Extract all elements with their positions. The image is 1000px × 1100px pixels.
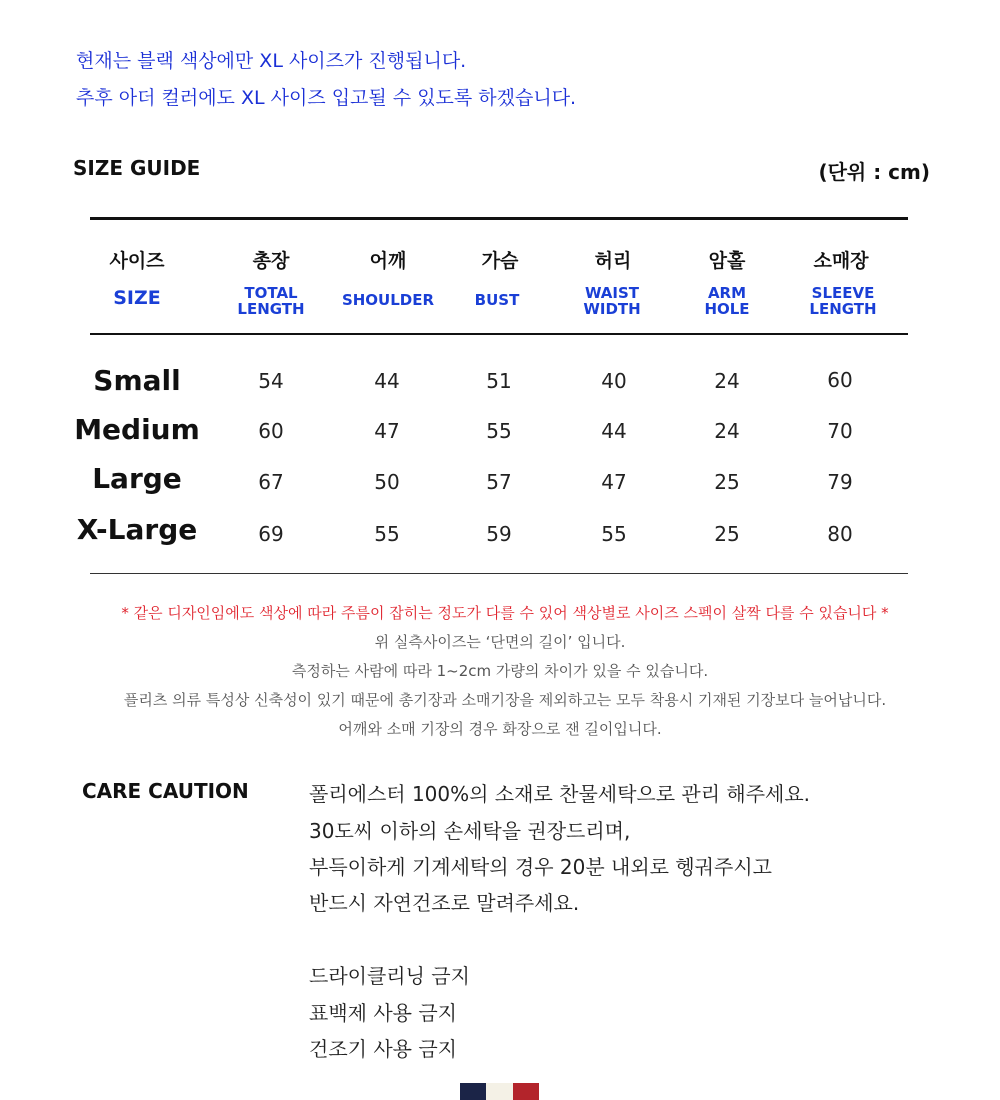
flag-red-stripe — [513, 1083, 539, 1100]
pleats-note: 플리츠 의류 특성상 신축성이 있기 때문에 총기장과 소매기장을 제외하고는 모두 착용시 기재된 기장보다 늘어납니다. — [123, 691, 887, 709]
header-waist-en-2: WIDTH — [583, 300, 641, 318]
color-variance-note: * 같은 디자인임에도 색상에 따라 주름이 잡히는 정도가 다를 수 있어 색상별로 사이즈 스펙이 살짝 다를 수 있습니다 * — [121, 604, 889, 622]
header-armhole-kr: 암홀 — [708, 250, 746, 272]
table-header-rule — [90, 333, 908, 335]
size-guide-title: SIZE GUIDE — [73, 156, 201, 180]
flag-navy-stripe — [460, 1083, 486, 1100]
header-bust-en: BUST — [474, 291, 520, 309]
cell-waist: 55 — [601, 522, 627, 546]
cell-waist: 44 — [601, 419, 627, 443]
care-line: 드라이클리닝 금지 — [309, 964, 470, 988]
tricolor-flag-icon — [460, 1083, 539, 1100]
cell-armhole: 25 — [714, 470, 740, 494]
table-bottom-rule — [90, 573, 908, 574]
measurement-note: 위 실측사이즈는 ‘단면의 길이’ 입니다. — [374, 633, 626, 651]
header-shoulder-en: SHOULDER — [341, 291, 435, 309]
notice-line-1: 현재는 블랙 색상에만 XL 사이즈가 진행됩니다. — [76, 50, 467, 72]
cell-armhole: 24 — [714, 369, 740, 393]
cell-sleeve: 70 — [827, 419, 853, 443]
header-armhole-en-1: ARM — [707, 284, 747, 302]
header-armhole-en — [677, 285, 777, 317]
care-line: 폴리에스터 100%의 소재로 찬물세탁으로 관리 해주세요. — [309, 782, 811, 806]
cell-sleeve: 60 — [827, 368, 853, 392]
size-name: Large — [92, 462, 182, 495]
care-caution-title: CARE CAUTION — [82, 779, 249, 803]
header-shoulder-kr: 어깨 — [369, 250, 407, 272]
cell-total-length: 69 — [258, 522, 284, 546]
header-waist-kr: 허리 — [594, 250, 632, 272]
size-name: Small — [93, 364, 181, 397]
header-total-length-en-1: TOTAL — [244, 284, 298, 302]
header-total-length-en-2: LENGTH — [237, 300, 305, 318]
size-name: Medium — [74, 413, 200, 446]
cell-sleeve: 79 — [827, 470, 853, 494]
header-armhole-en-2: HOLE — [704, 300, 750, 318]
cell-waist: 47 — [601, 470, 627, 494]
cell-total-length: 54 — [258, 369, 284, 393]
header-waist-en — [562, 285, 662, 317]
care-line: 표백제 사용 금지 — [309, 1001, 457, 1025]
cell-shoulder: 47 — [374, 419, 400, 443]
flag-cream-stripe — [486, 1083, 512, 1100]
notice-line-2: 추후 아더 컬러에도 XL 사이즈 입고될 수 있도록 하겠습니다. — [76, 87, 577, 109]
cell-bust: 59 — [486, 522, 512, 546]
cell-armhole: 24 — [714, 419, 740, 443]
header-sleeve-kr: 소매장 — [813, 250, 869, 272]
tolerance-note: 측정하는 사람에 따라 1~2cm 가량의 차이가 있을 수 있습니다. — [291, 662, 709, 680]
table-top-rule — [90, 217, 908, 220]
shoulder-sleeve-note: 어깨와 소매 기장의 경우 화장으로 잰 길이입니다. — [338, 720, 662, 738]
care-line: 30도씨 이하의 손세탁을 권장드리며, — [309, 819, 631, 843]
cell-shoulder: 55 — [374, 522, 400, 546]
cell-sleeve: 80 — [827, 522, 853, 546]
header-sleeve-en-1: SLEEVE — [811, 284, 875, 302]
cell-bust: 57 — [486, 470, 512, 494]
cell-bust: 55 — [486, 419, 512, 443]
size-name: X-Large — [76, 513, 198, 546]
cell-shoulder: 44 — [374, 369, 400, 393]
unit-label: (단위 : cm) — [818, 160, 930, 184]
care-line: 부득이하게 기계세탁의 경우 20분 내외로 헹궈주시고 — [309, 855, 772, 879]
cell-armhole: 25 — [714, 522, 740, 546]
header-sleeve-en-2: LENGTH — [809, 300, 877, 318]
care-line: 건조기 사용 금지 — [309, 1037, 457, 1061]
cell-waist: 40 — [601, 369, 627, 393]
cell-total-length: 60 — [258, 419, 284, 443]
header-size-en: SIZE — [113, 287, 161, 309]
header-total-length-kr: 총장 — [252, 250, 290, 272]
cell-bust: 51 — [486, 369, 512, 393]
header-sleeve-en — [793, 285, 893, 317]
header-waist-en-1: WAIST — [584, 284, 640, 302]
header-bust-kr: 가슴 — [481, 250, 519, 272]
header-size-kr: 사이즈 — [109, 250, 165, 272]
header-total-length-en — [221, 285, 321, 317]
cell-shoulder: 50 — [374, 470, 400, 494]
care-line: 반드시 자연건조로 말려주세요. — [309, 891, 580, 915]
cell-total-length: 67 — [258, 470, 284, 494]
